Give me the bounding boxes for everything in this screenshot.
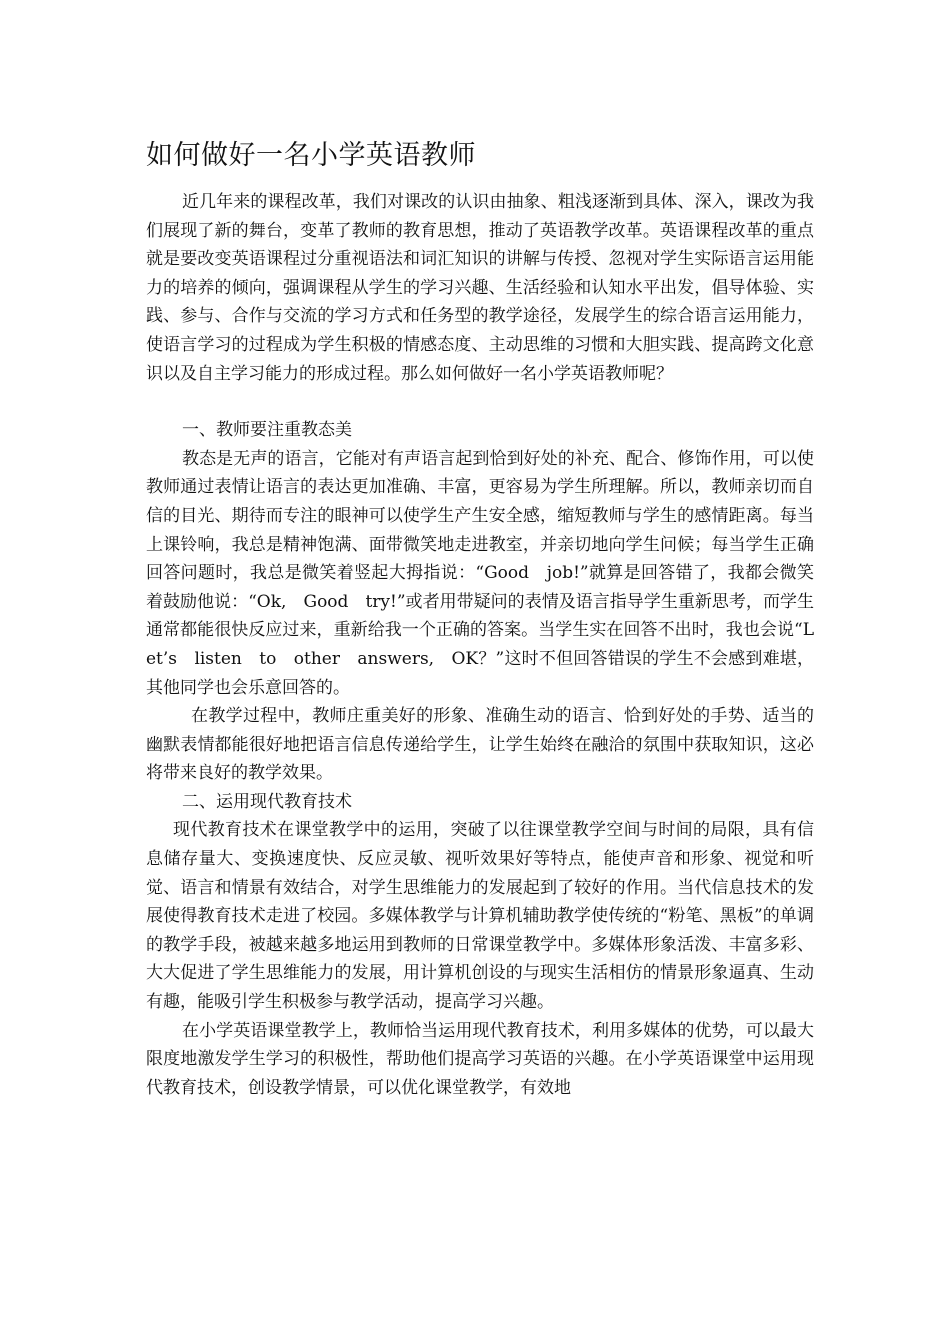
section-2-paragraph-1: 现代教育技术在课堂教学中的运用，突破了以往课堂教学空间与时间的局限，具有信息储存量大、变换速度快、反应灵敏、视听效果好等特点，能使声音和形象、视觉和听觉、语言和情景有效结合，对学生思维能力的发展起到了较好的作用。当代信息技术的发展使得教育技术走进了校园。多媒体教学与计算机辅助教学使传统的“粉笔、黑板”的单调的教学手段，被越来越多地运用到教师的日常课堂教学中。多媒体形象活泼、丰富多彩、大大促进了学生思维能力的发展，用计算机创设的与现实生活相仿的情景形象逼真、生动有趣，能吸引学生积极参与教学活动，提高学习兴趣。 — [146, 820, 814, 1013]
document-title: 如何做好一名小学英语教师 — [146, 140, 476, 171]
document-page — [146, 134, 814, 1102]
section-2-heading: 二、运用现代教育技术 — [182, 791, 352, 812]
paragraph-gap — [146, 388, 814, 416]
section-1-paragraph-1: 教态是无声的语言，它能对有声语言起到恰到好处的补充、配合、修饰作用，可以使教师通过表情让语言的表达更加准确、丰富，更容易为学生所理解。所以，教师亲切而自信的目光、期待而专注的眼神可以使学生产生安全感，缩短教师与学生的感情距离。每当上课铃响，我总是精神饱满、面带微笑地走进教室，并亲切地向学生问候；每当学生正确回答问题时，我总是微笑着竖起大拇指说：“Good job!”就算是回答错了，我都会微笑着鼓励他说：“Ok, Good try!”或者用带疑问的表情及语言指导学生重新思考，而学生通常都能很快反应过来，重新给我一个正确的答案。当学生实在回答不出时，我也会说“Let’s listen to other answers, OK？”这时不但回答错误的学生不会感到难堪，其他同学也会乐意回答的。 — [146, 448, 814, 698]
section-1-heading: 一、教师要注重教态美 — [182, 420, 352, 441]
section-2-paragraph-2: 在小学英语课堂教学上，教师恰当运用现代教育技术，利用多媒体的优势，可以最大限度地激发学生学习的积极性，帮助他们提高学习英语的兴趣。在小学英语课堂中运用现代教育技术，创设教学情景，可以优化课堂教学，有效地 — [146, 1020, 814, 1098]
section-1-paragraph-2: 在教学过程中，教师庄重美好的形象、准确生动的语言、恰到好处的手势、适当的幽默表情都能很好地把语言信息传递给学生，让学生始终在融洽的氛围中获取知识，这必将带来良好的教学效果。 — [146, 706, 814, 784]
intro-paragraph: 近几年来的课程改革，我们对课改的认识由抽象、粗浅逐渐到具体、深入，课改为我们展现了新的舞台，变革了教师的教育思想，推动了英语教学改革。英语课程改革的重点就是要改变英语课程过分重视语法和词汇知识的讲解与传授、忽视对学生实际语言运用能力的培养的倾向，强调课程从学生的学习兴趣、生活经验和认知水平出发，倡导体验、实践、参与、合作与交流的学习方式和任务型的教学途径，发展学生的综合语言运用能力，使语言学习的过程成为学生积极的情感态度、主动思维的习惯和大胆实践、提高跨文化意识以及自主学习能力的形成过程。那么如何做好一名小学英语教师呢？ — [146, 192, 814, 384]
